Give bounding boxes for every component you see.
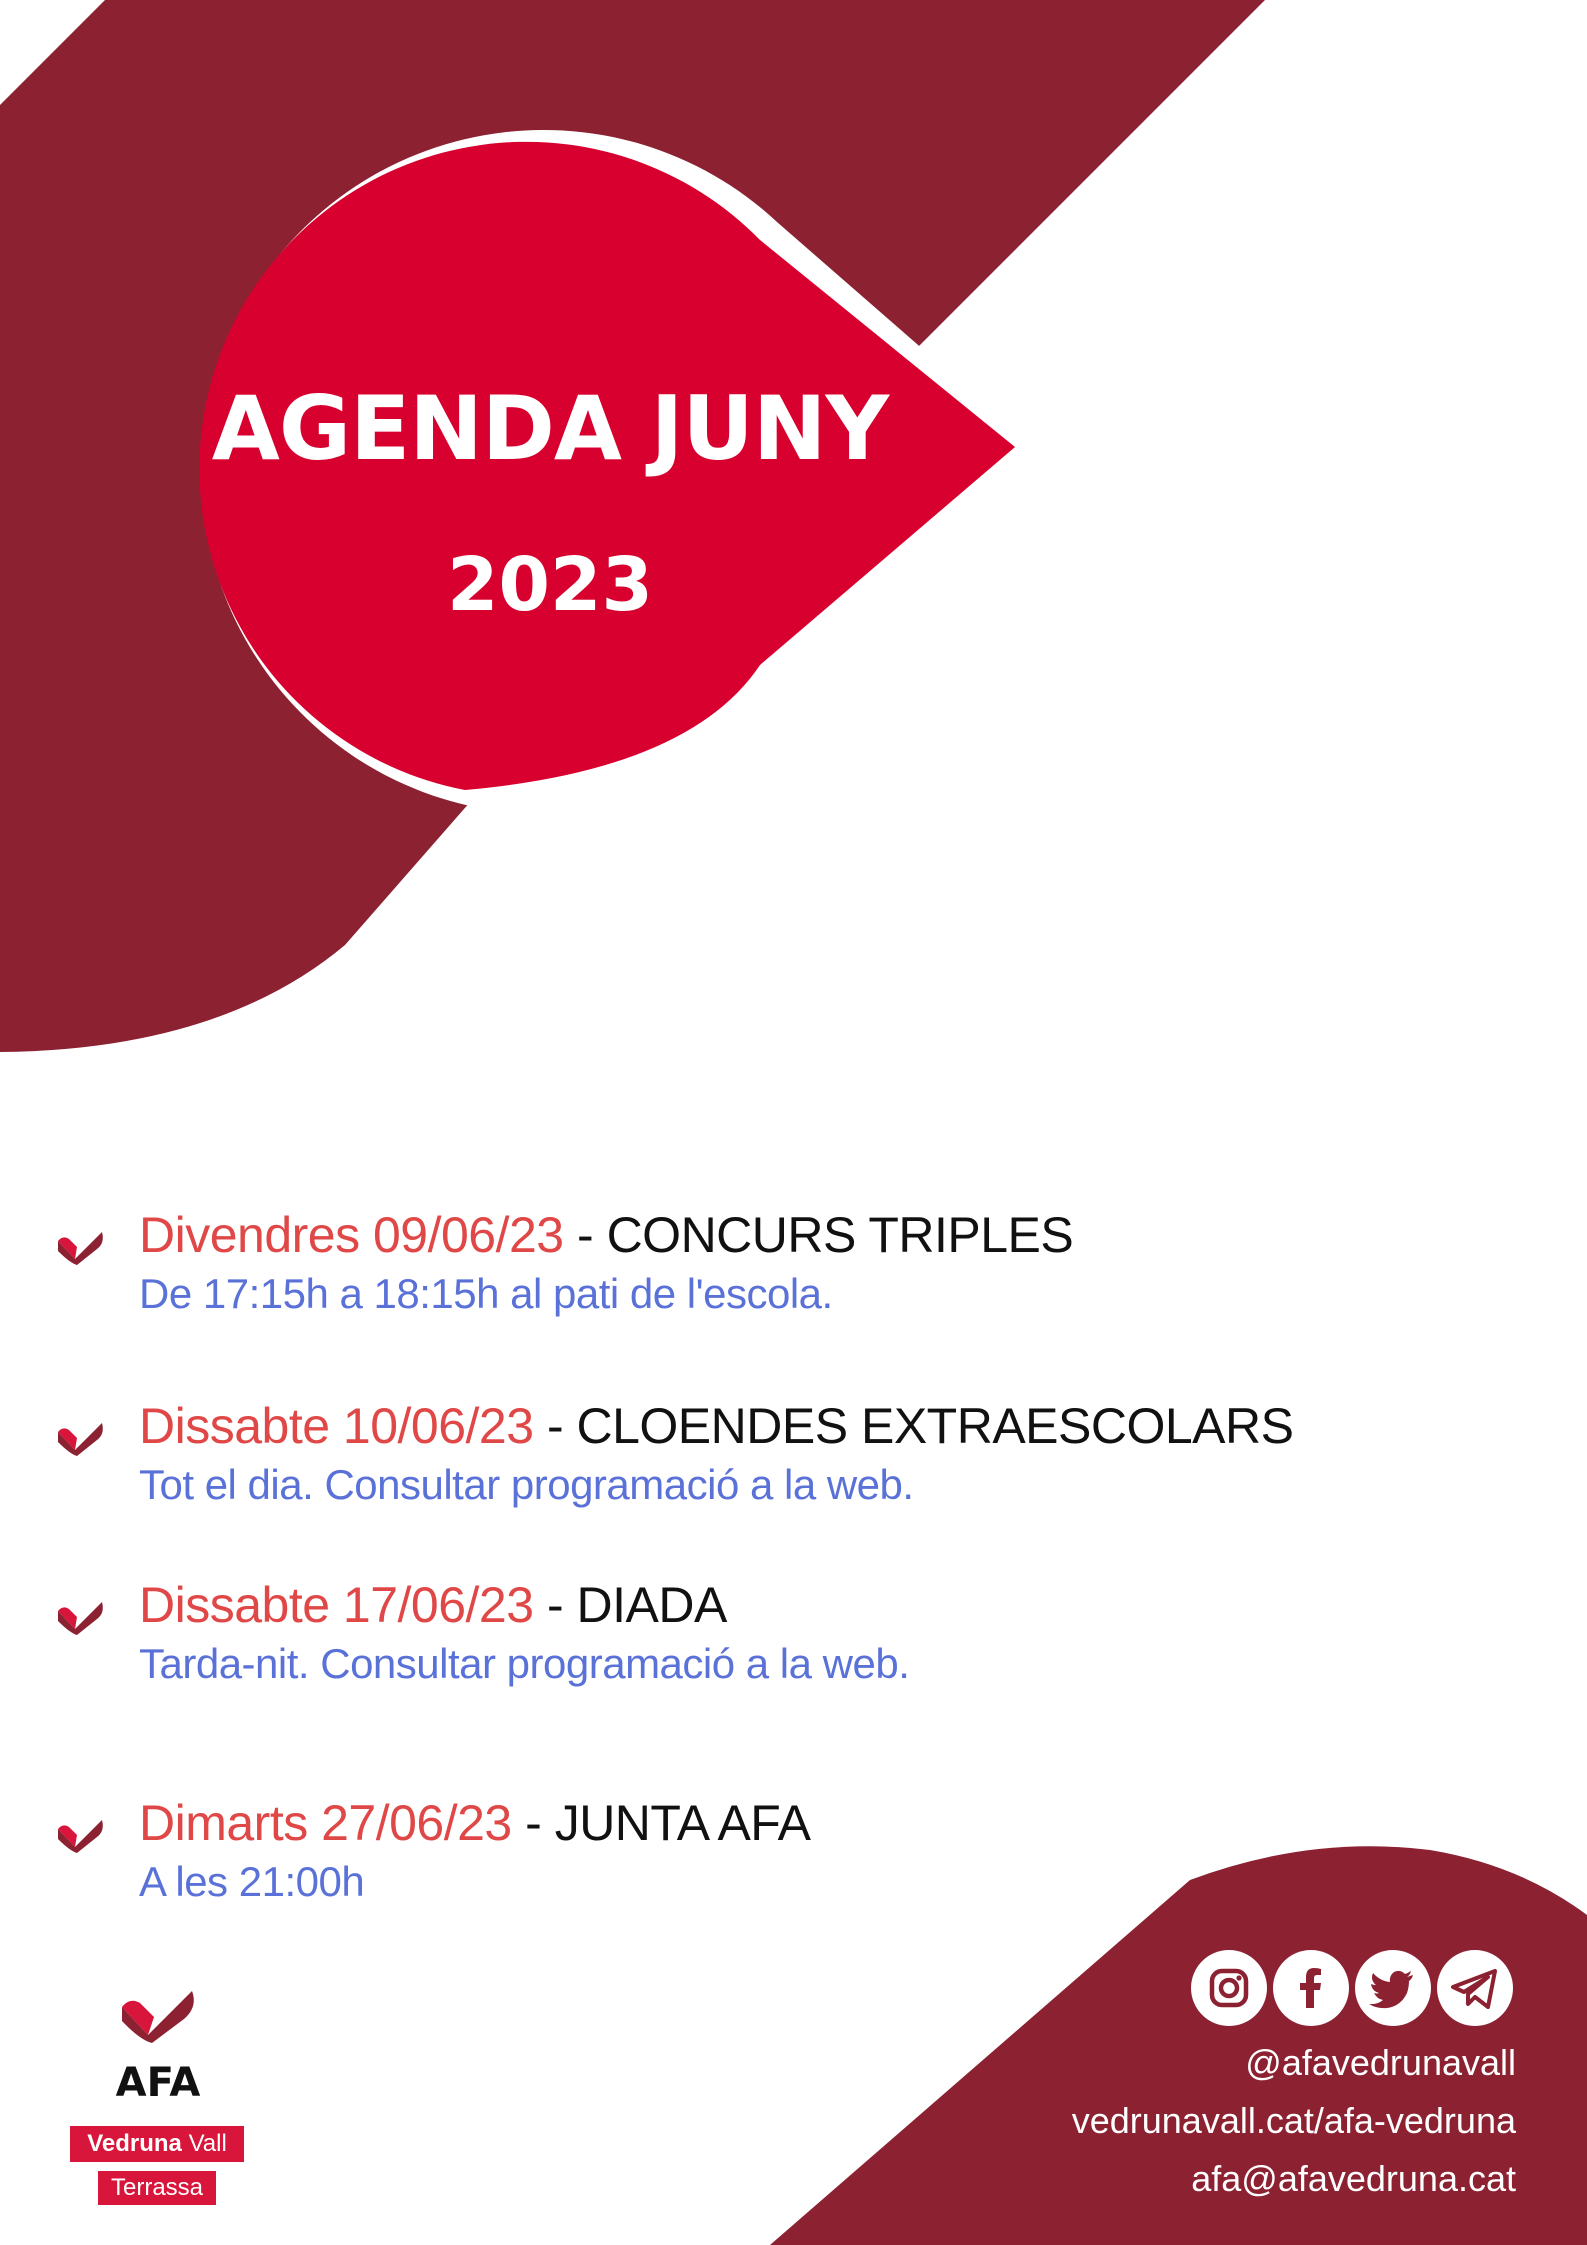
social-handle[interactable]: @afavedrunavall: [1245, 2042, 1516, 2083]
heart-check-icon: [55, 1418, 105, 1458]
event-detail: A les 21:00h: [139, 1858, 365, 1905]
page-title: AGENDA JUNY: [211, 377, 889, 480]
event-date: Dissabte 10/06/23: [139, 1398, 534, 1454]
event-name: CONCURS TRIPLES: [606, 1207, 1074, 1263]
logo-vall-text: Vall: [188, 2130, 227, 2157]
logo-school-label: [70, 2126, 244, 2162]
event-date: Dissabte 17/06/23: [139, 1577, 534, 1633]
heart-check-icon: [55, 1227, 105, 1267]
event-name: DIADA: [576, 1577, 727, 1633]
heart-check-icon: [118, 1985, 198, 2045]
event-detail: Tot el dia. Consultar programació a la web.: [139, 1461, 914, 1508]
afa-logo: [68, 1985, 248, 2215]
event-detail: Tarda-nit. Consultar programació a la web.: [139, 1640, 910, 1687]
event-date: Divendres 09/06/23: [139, 1207, 564, 1263]
event-name: JUNTA AFA: [554, 1795, 811, 1851]
website-link[interactable]: vedrunavall.cat/afa-vedruna: [1071, 2100, 1516, 2141]
event-name: CLOENDES EXTRAESCOLARS: [576, 1398, 1294, 1454]
logo-afa-text: AFA: [115, 2060, 201, 2106]
page-year: 2023: [447, 542, 653, 628]
event-detail: De 17:15h a 18:15h al pati de l'escola.: [139, 1270, 833, 1317]
email-link[interactable]: afa@afavedruna.cat: [1191, 2158, 1516, 2199]
twitter-icon[interactable]: [1355, 1950, 1431, 2026]
facebook-icon[interactable]: [1273, 1950, 1349, 2026]
event-separator: -: [533, 1398, 577, 1454]
event-separator: -: [511, 1795, 555, 1851]
heart-check-icon: [55, 1815, 105, 1855]
telegram-icon[interactable]: [1437, 1950, 1513, 2026]
event-separator: -: [533, 1577, 577, 1633]
logo-vedruna-text: Vedruna: [87, 2130, 182, 2157]
event-date: Dimarts 27/06/23: [139, 1795, 512, 1851]
logo-city-label: Terrassa: [98, 2171, 216, 2205]
event-separator: -: [563, 1207, 607, 1263]
heart-check-icon: [55, 1597, 105, 1637]
instagram-icon[interactable]: [1191, 1950, 1267, 2026]
